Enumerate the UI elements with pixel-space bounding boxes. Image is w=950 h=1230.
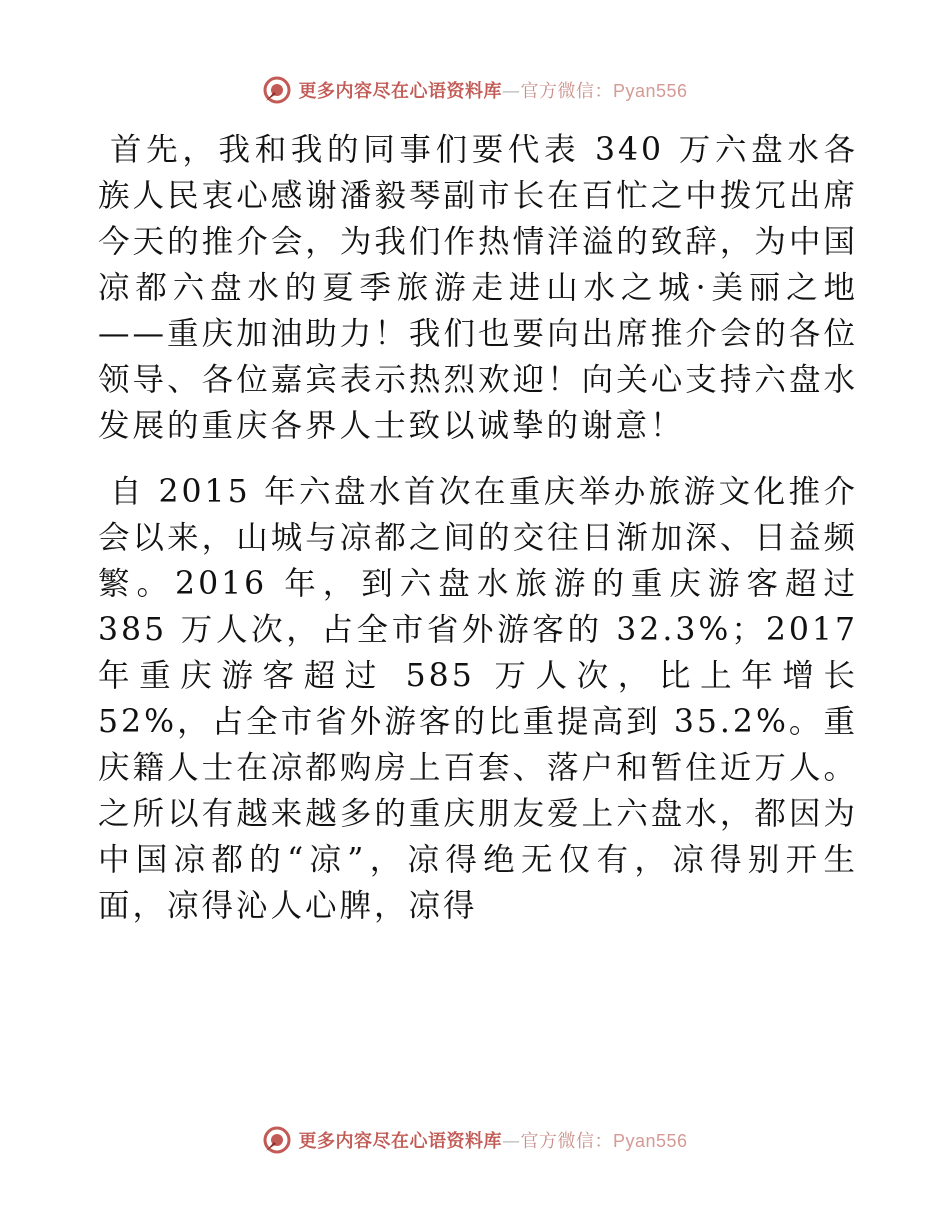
watermark-separator: —: [501, 81, 521, 102]
document-body: [98, 127, 858, 929]
pen-logo-icon: [262, 75, 292, 105]
header-watermark: [0, 70, 950, 110]
watermark-wechat-label: 官方微信：: [520, 1131, 613, 1152]
pen-logo-icon: [262, 1125, 292, 1155]
watermark-wechat-label: 官方微信：: [520, 81, 613, 102]
paragraph-1: 首先，我和我的同事们要代表 340 万六盘水各族人民衷心感谢潘毅琴副市长在百忙之中拨冗出席今天的推介会，为我们作热情洋溢的致辞，为中国凉都六盘水的夏季旅游走进山水之城·美丽之地——重庆加油助力！我们也要向出席推介会的各位领导、各位嘉宾表示热烈欢迎！向关心支持六盘水发展的重庆各界人士致以诚挚的谢意！: [98, 132, 858, 444]
watermark-site: 更多内容尽在心语资料库: [298, 1131, 502, 1152]
paragraph-2: 自 2015 年六盘水首次在重庆举办旅游文化推介会以来，山城与凉都之间的交往日渐加深、日益频繁。2016 年，到六盘水旅游的重庆游客超过 385 万人次，占全市省外游客的 32.3%；2017 年重庆游客超过 585 万人次，比上年增长 52%，占全市省外游客的比重提高到 35.2%。重庆籍人士在凉都购房上百套、落户和暂住近万人。之所以有越来越多的重庆朋友爱上六盘水，都因为中国凉都的“凉”，凉得绝无仅有，凉得别开生面，凉得沁人心脾，凉得: [98, 474, 858, 924]
watermark-text: [298, 1127, 687, 1153]
watermark-wechat-id: Pyan556: [612, 81, 688, 101]
watermark-text: [298, 77, 687, 103]
footer-watermark: [0, 1120, 950, 1160]
watermark-separator: —: [501, 1131, 521, 1152]
watermark-wechat-id: Pyan556: [612, 1131, 688, 1151]
watermark-site: 更多内容尽在心语资料库: [298, 81, 502, 102]
